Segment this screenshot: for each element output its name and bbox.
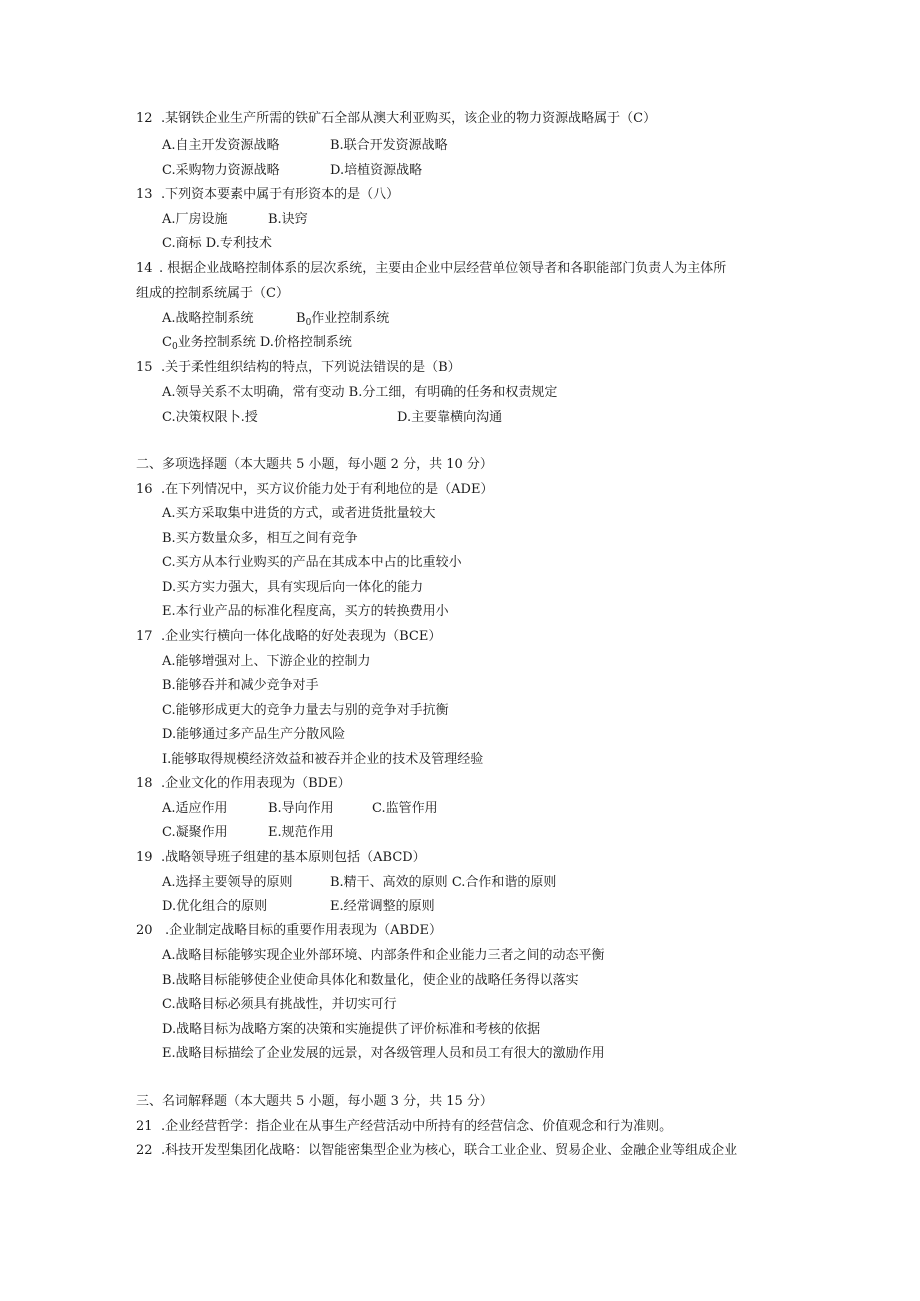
option-c: C.采购物力资源战略 (162, 163, 280, 178)
option-b: B.能够吞并和减少竞争对手 (162, 678, 319, 693)
option-e: E.战略目标描绘了企业发展的远景，对各级管理人员和员工有很大的激励作用 (162, 1046, 605, 1061)
option-d: C.凝聚作用 (162, 825, 228, 840)
option-a: A.厂房设施 (162, 212, 228, 227)
option-c: C.能够形成更大的竞争力量去与别的竞争对手抗衡 (162, 703, 449, 718)
option-cd (162, 334, 352, 356)
question-number: 19 (136, 850, 153, 865)
option-c: C.战略目标必须具有挑战性，并切实可行 (162, 997, 397, 1012)
option-e: E.规范作用 (268, 825, 334, 840)
option-b: B.战略目标能够使企业使命具体化和数量化，使企业的战略任务得以落实 (162, 973, 579, 988)
option-b: B.诀窍 (268, 212, 308, 227)
question-number: 12 (136, 111, 153, 126)
option-d: D.买方实力强大，具有实现后向一体化的能力 (162, 580, 424, 595)
question-number: 22 (136, 1143, 153, 1158)
option-e: E.经常调整的原则 (330, 899, 435, 914)
option-subscript: 0 (171, 342, 178, 352)
question-stem: .关于柔性组织结构的特点，下列说法错误的是（B） (161, 360, 461, 375)
option-c: C.决策权限卜.授 (162, 410, 258, 425)
option-b: B.买方数量众多，相互之间有竞争 (162, 531, 358, 546)
question-number: 18 (136, 776, 153, 791)
option-e: I.能够取得规模经济效益和被吞并企业的技术及管理经验 (162, 752, 484, 767)
option-d: D.主要靠横向沟通 (397, 410, 503, 425)
question-text: .科技开发型集团化战略：以智能密集型企业为核心，联合工业企业、贸易企业、金融企业等组成企业 (161, 1143, 738, 1158)
question-number: 14 (136, 261, 153, 276)
option-a: A.适应作用 (162, 801, 228, 816)
question-stem: .在下列情况中，买方议价能力处于有利地位的是（ADE） (161, 482, 494, 497)
option-a: A.自主开发资源战略 (162, 138, 280, 153)
question-stem: .企业实行横向一体化战略的好处表现为（BCE） (161, 629, 442, 644)
option-a: A.战略控制系统 (162, 311, 254, 326)
option-letter: B (296, 311, 306, 326)
option-a: A.战略目标能够实现企业外部环境、内部条件和企业能力三者之间的动态平衡 (162, 948, 605, 963)
option-text: 作业控制系统 (311, 311, 390, 326)
option-ab: A.领导关系不太明确，常有变动 B.分工细，有明确的任务和权责规定 (162, 385, 558, 400)
option-d: D.培植资源战略 (330, 163, 423, 178)
option-a: A.选择主要领导的原则 (162, 875, 293, 890)
option-d: D.优化组合的原则 (162, 899, 268, 914)
question-stem-line-2: 组成的控制系统属于（C） (136, 286, 289, 301)
question-number: 21 (136, 1119, 153, 1134)
question-number: 16 (136, 482, 153, 497)
option-letter: C (162, 335, 172, 350)
option-bc: B.精干、高效的原则 C.合作和谐的原则 (330, 875, 557, 890)
option-c: C.监管作用 (372, 801, 438, 816)
question-stem: .下列资本要素中属于有形资本的是（八） (161, 187, 400, 202)
question-number: 20 (136, 923, 153, 938)
option-c: C.买方从本行业购买的产品在其成本中占的比重较小 (162, 555, 462, 570)
option-a: A.买方采取集中进货的方式，或者进货批量较大 (162, 506, 436, 521)
section-heading-multiple-choice: 二、多项选择题（本大题共 5 小题，每小题 2 分，共 10 分） (136, 457, 493, 472)
question-number: 17 (136, 629, 153, 644)
option-a: A.能够增强对上、下游企业的控制力 (162, 654, 371, 669)
option-d: D.能够通过多产品生产分散风险 (162, 727, 346, 742)
question-number: 15 (136, 360, 153, 375)
option-e: E.本行业产品的标准化程度高，买方的转换费用小 (162, 604, 449, 619)
option-subscript: 0 (305, 318, 312, 328)
question-stem: .企业文化的作用表现为（BDE） (161, 776, 351, 791)
question-text: .企业经营哲学：指企业在从事生产经营活动中所持有的经营信念、价值观念和行为准则。 (161, 1119, 673, 1134)
option-b (296, 310, 389, 332)
option-text: 业务控制系统 D.价格控制系统 (177, 335, 352, 350)
question-number: 13 (136, 187, 153, 202)
option-b: B.联合开发资源战略 (330, 138, 448, 153)
section-heading-definitions: 三、名词解释题（本大题共 5 小题，每小题 3 分，共 15 分） (136, 1094, 493, 1109)
question-stem: .企业制定战略目标的重要作用表现为（ABDE） (165, 923, 442, 938)
question-stem-line-1: . 根据企业战略控制体系的层次系统，主要由企业中层经营单位领导者和各职能部门负责人为主体所 (159, 261, 727, 276)
option-b: B.导向作用 (268, 801, 334, 816)
question-stem: .战略领导班子组建的基本原则包括（ABCD） (161, 850, 426, 865)
option-cd: C.商标 D.专利技术 (162, 236, 272, 251)
question-stem: .某钢铁企业生产所需的铁矿石全部从澳大利亚购买，该企业的物力资源战略属于（C） (161, 111, 657, 126)
option-d: D.战略目标为战略方案的决策和实施提供了评价标准和考核的依据 (162, 1022, 541, 1037)
